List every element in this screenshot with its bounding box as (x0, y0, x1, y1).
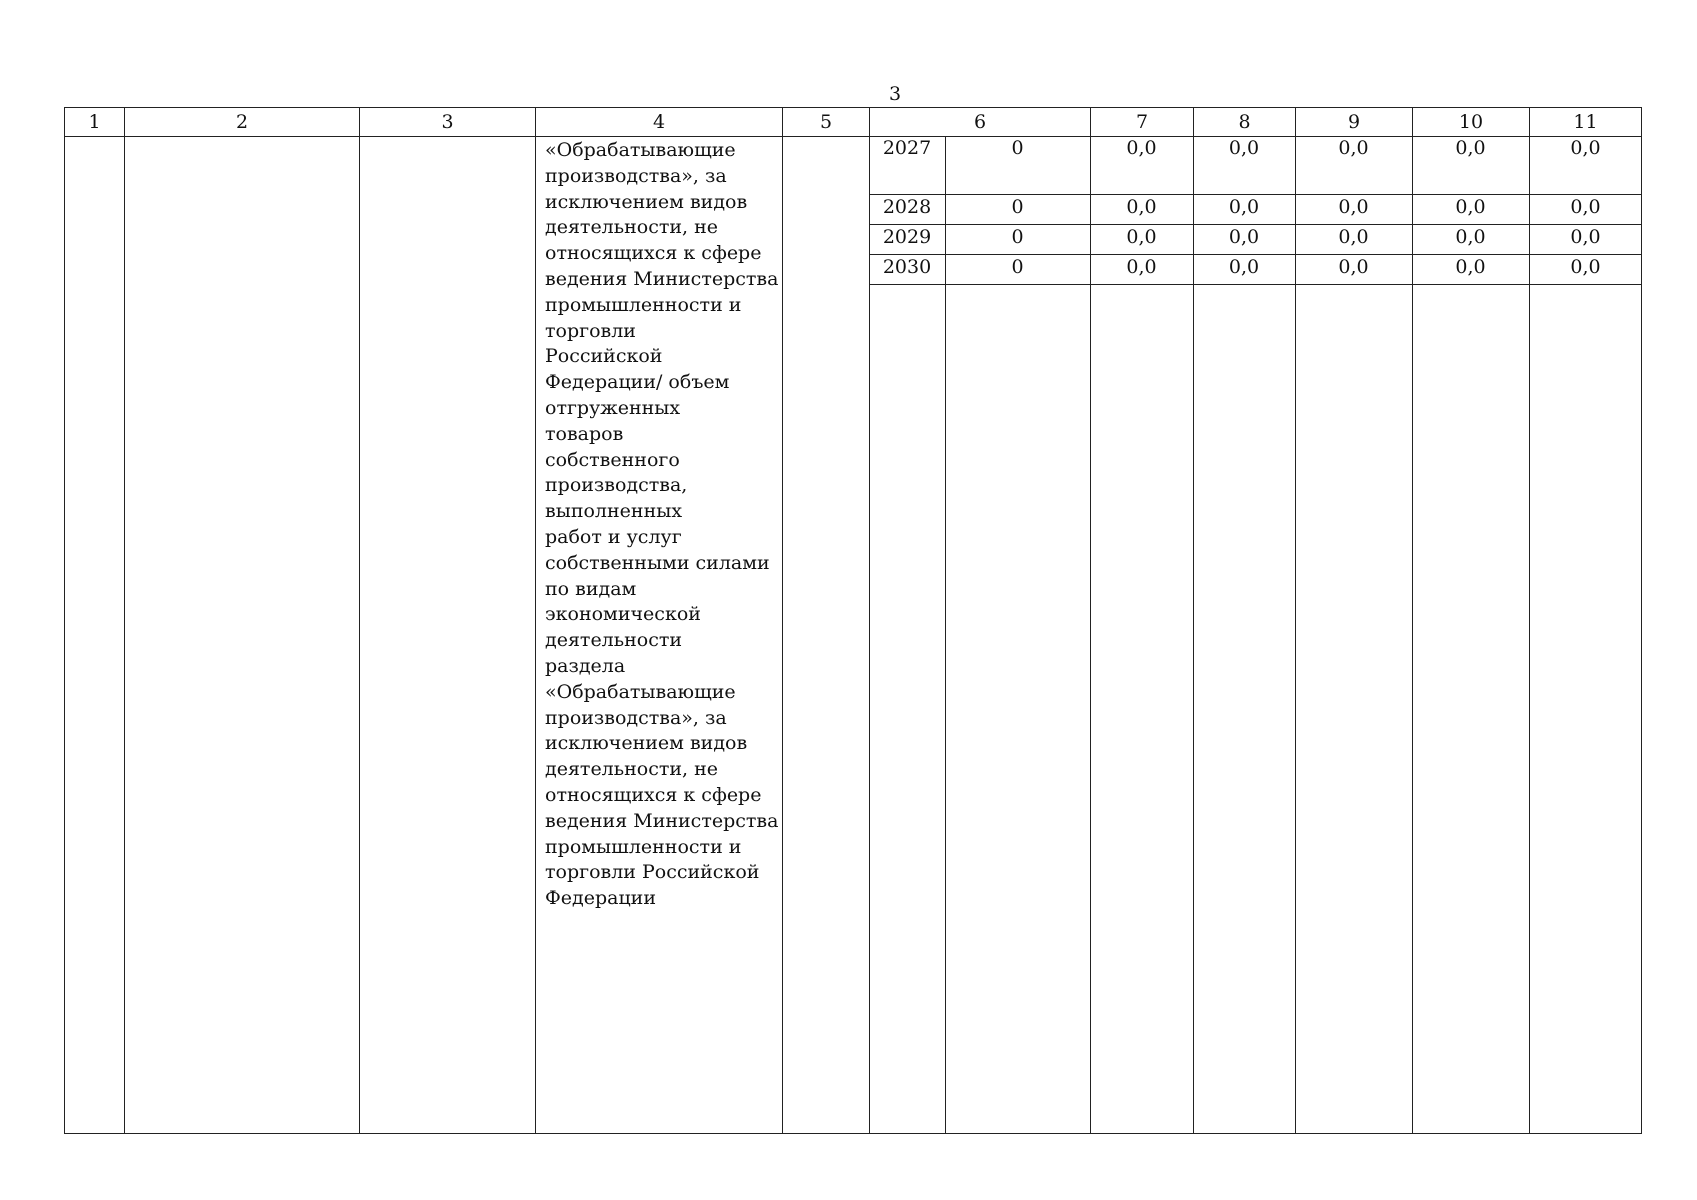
value-cell: 0,0 (1570, 196, 1601, 218)
header-col-4: 4 (535, 107, 782, 137)
value-cell: 0,0 (1455, 256, 1486, 278)
value-cell: 0,0 (1455, 196, 1486, 218)
value-cell: 0,0 (1570, 226, 1601, 248)
column-line (1090, 137, 1091, 1134)
value-cell: 0,0 (1228, 196, 1260, 218)
table-right-border (1641, 137, 1642, 1134)
column-line (945, 137, 946, 1134)
header-col-5: 5 (782, 107, 869, 137)
value-cell: 0,0 (1338, 137, 1369, 159)
year-cell: 2029 (882, 226, 932, 248)
value-cell: 0 (1011, 137, 1024, 159)
column-line (124, 137, 125, 1134)
value-cell: 0,0 (1570, 137, 1601, 159)
value-cell: 0,0 (1570, 256, 1601, 278)
value-cell: 0,0 (1338, 196, 1369, 218)
value-cell: 0,0 (1126, 196, 1157, 218)
year-cell: 2030 (882, 256, 932, 278)
value-cell: 0,0 (1126, 256, 1157, 278)
page-number: 3 (888, 83, 902, 105)
value-cell: 0,0 (1228, 226, 1260, 248)
value-cell: 0,0 (1228, 256, 1260, 278)
column-line (1412, 137, 1413, 1134)
value-cell: 0 (1011, 196, 1024, 218)
year-cell: 2027 (882, 137, 932, 159)
value-cell: 0,0 (1126, 137, 1157, 159)
header-col-8: 8 (1193, 107, 1295, 137)
header-col-1: 1 (64, 107, 124, 137)
column-line (64, 137, 65, 1134)
table-bottom-border (64, 1133, 1642, 1134)
value-cell: 0,0 (1455, 226, 1486, 248)
header-col-11: 11 (1529, 107, 1642, 137)
column-line (1193, 137, 1194, 1134)
year-cell: 2028 (882, 196, 932, 218)
value-cell: 0,0 (1126, 226, 1157, 248)
header-col-9: 9 (1295, 107, 1412, 137)
value-cell: 0,0 (1338, 226, 1369, 248)
header-col-3: 3 (359, 107, 535, 137)
indicator-description: «Обрабатывающие производства», за исключением видов деятельности, не относящихся к сфере ведения Министерства промышленности и торговли Российской Федерации/ объем отгруженных товаров собственного производства, выполненных работ и услуг собственными силами по видам экономической деятельности раздела «Обрабатывающие производства», за исключением видов деятельности, не относящихся к сфере ведения Министерства промышленности и торговли Российской Федерации (545, 139, 779, 910)
column-line (869, 137, 870, 1134)
value-cell: 0 (1011, 256, 1024, 278)
value-cell: 0,0 (1228, 137, 1260, 159)
header-col-2: 2 (124, 107, 359, 137)
header-col-6: 6 (869, 107, 1090, 137)
column-line (1295, 137, 1296, 1134)
value-cell: 0 (1011, 226, 1024, 248)
value-cell: 0,0 (1455, 137, 1486, 159)
column-line (1529, 137, 1530, 1134)
column-line (535, 137, 536, 1134)
column-line (359, 137, 360, 1134)
header-col-10: 10 (1412, 107, 1529, 137)
header-col-7: 7 (1090, 107, 1193, 137)
value-cell: 0,0 (1338, 256, 1369, 278)
